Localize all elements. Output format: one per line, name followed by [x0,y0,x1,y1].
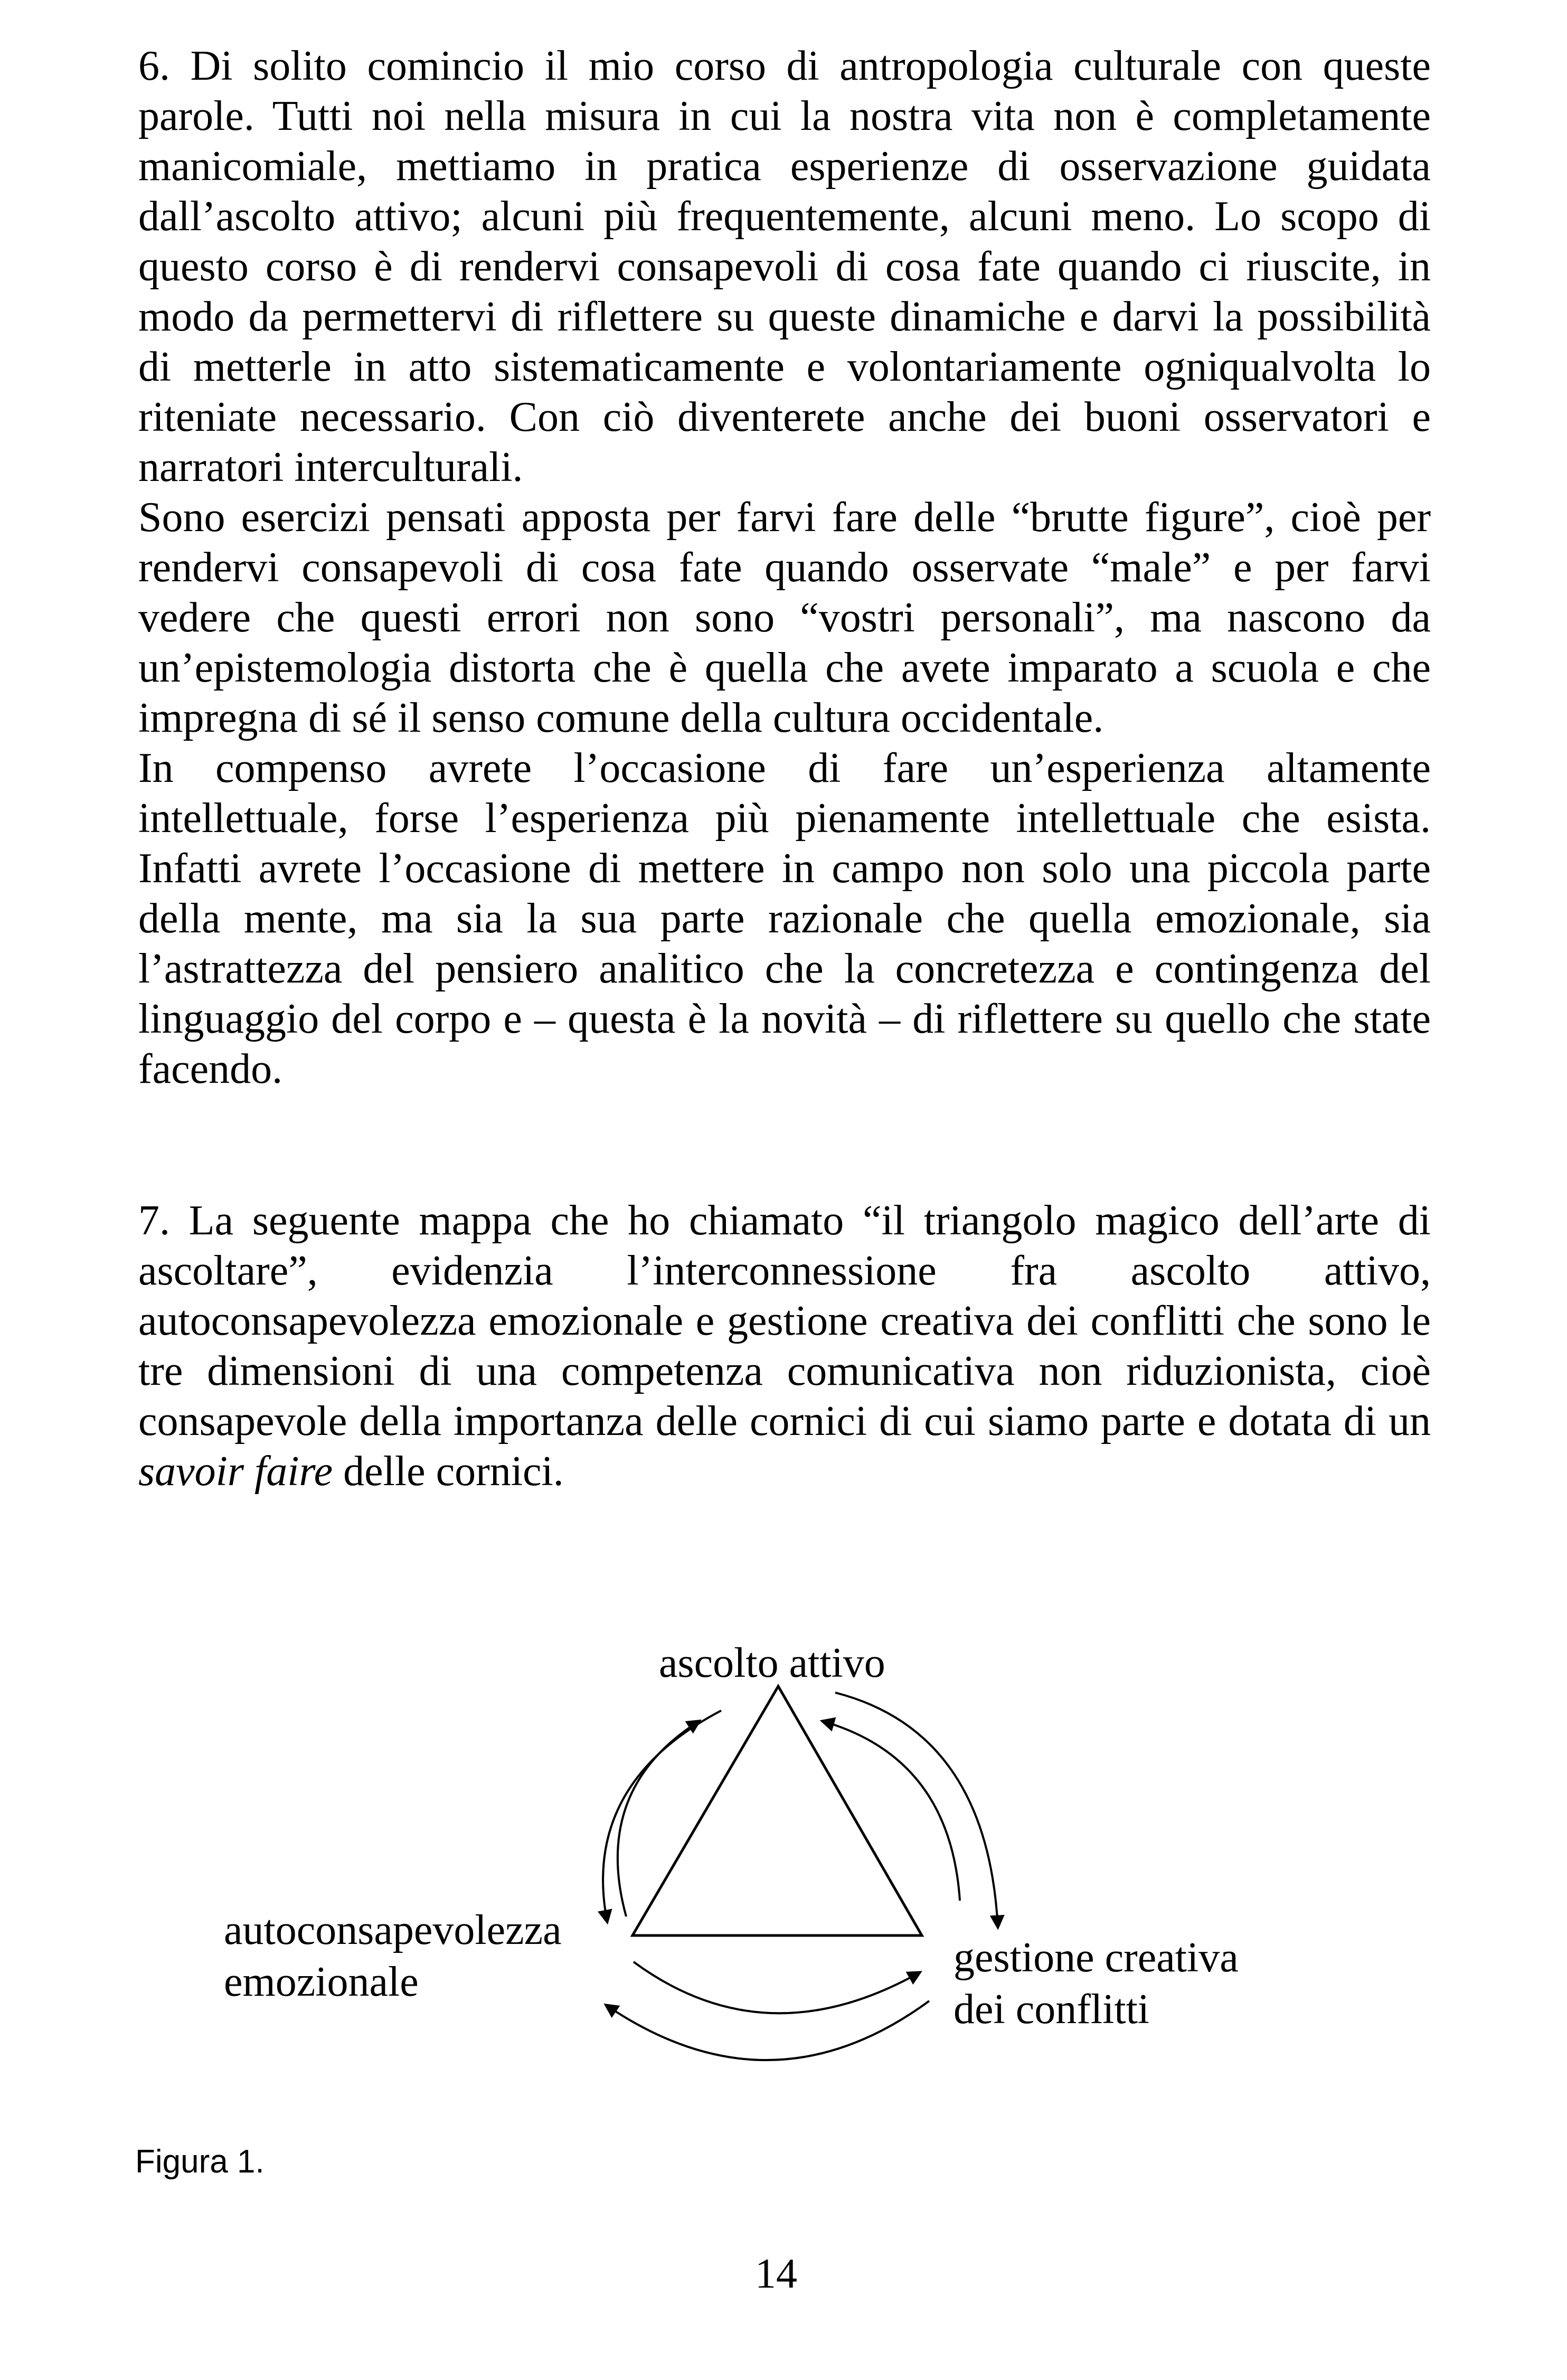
label-emozionale: emozionale [224,1959,419,2005]
italic-term: savoir faire [138,1448,333,1495]
paragraph: 6. Di solito comincio il mio corso di antropologia culturale con queste parole. Tutti noi nella misura in cui la nostra vita non è completamente manicomiale, mettiamo in pratica esperienze di osservazione guidata dall’ascolto attivo; alcuni più frequentemente, alcuni meno. Lo scopo di questo corso è di rendervi consapevoli di cosa fate quando ci riuscite, in modo da permettervi di riflettere su queste dinamiche e darvi la possibilità di metterle in atto sistematicamente e volontariamente ogniqualvolta lo riteniate necessario. Con ciò diventerete anche dei buoni osservatori e narratori interculturali. [138,43,1431,490]
label-ascolto-attivo: ascolto attivo [659,1640,885,1686]
label-autoconsapevolezza: autoconsapevolezza [224,1907,562,1953]
label-gestione-creativa: gestione creativa [954,1934,1239,1981]
arrow-left-inner [618,1721,699,1916]
arrow-bottom-inner [634,1962,920,2013]
figure-caption: Figura 1. [135,2143,265,2180]
triangle [633,1686,922,1935]
page-number: 14 [755,2251,797,2297]
paragraph-text: 7. La seguente mappa che ho chiamato “il triangolo magico dell’arte di ascoltare”, evidenzia l’interconnessione fra ascolto attivo, autoconsapevolezza emozionale e gestione creativa dei conflitti che sono le tre dimensioni di una competenza comunicativa non riduzionista, cioè consapevole della importanza delle cornici di cui siamo parte e dotata di un [138,1197,1431,1444]
label-dei-conflitti: dei conflitti [954,1986,1150,2033]
paragraph: Sono esercizi pensati apposta per farvi fare delle “brutte figure”, cioè per rendervi consapevoli di cosa fate quando osservate “male” e per farvi vedere che questi errori non sono “vostri personali”, ma nascono da un’epistemologia distorta che è quella che avete imparato a scuola e che impregna di sé il senso comune della cultura occidentale. [138,494,1431,741]
arrow-bottom-outer [606,2001,929,2060]
arrow-right-inner [823,1721,960,1901]
arrow-right-outer [835,1693,998,1927]
paragraph-text-end: delle cornici. [333,1448,564,1495]
paragraph: In compenso avrete l’occasione di fare un’esperienza altamente intellettuale, forse l’esperienza più pienamente intellettuale che esista. Infatti avrete l’occasione di mettere in campo non solo una piccola parte della mente, ma sia la sua parte razionale che quella emozionale, sia l’astrattezza del pensiero analitico che la concretezza e contingenza del linguaggio del corpo e – questa è la novità – di riflettere su quello che state facendo. [138,745,1431,1092]
